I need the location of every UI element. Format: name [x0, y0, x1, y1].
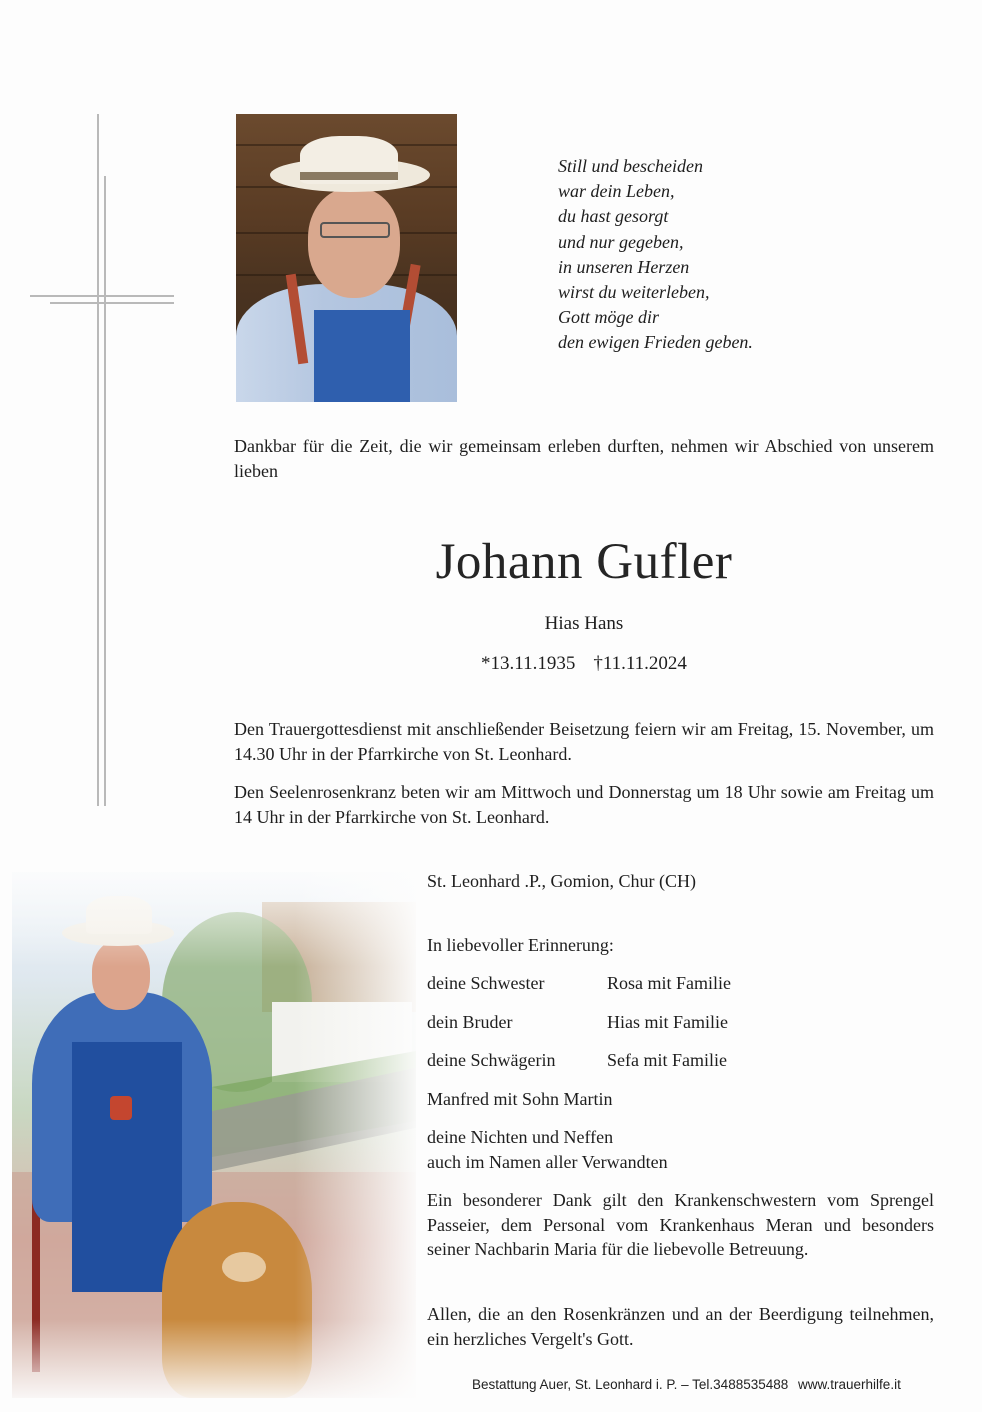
mourner-relation: deine Schwägerin — [427, 1050, 556, 1070]
poem-line: du hast gesorgt — [558, 206, 669, 227]
nieces-text: deine Nichten und Neffen — [427, 1127, 614, 1147]
rosary-text: Den Seelenrosenkranz beten wir am Mittwoch und Donnerstag um 18 Uhr sowie am Freitag um 14 Uhr in der Pfarrkirche von St. Leonhard. — [234, 782, 934, 827]
footer — [472, 1376, 901, 1394]
memory-heading: In liebevoller Erinnerung: — [427, 935, 614, 955]
mourners-list — [427, 971, 937, 1125]
life-dates — [234, 652, 934, 676]
cross-horizontal-bottom — [50, 302, 174, 304]
deceased-name: Johann Gufler — [435, 534, 733, 590]
poem-line: wirst du weiterleben, — [558, 282, 710, 303]
poem-line: Gott möge dir — [558, 307, 659, 328]
cross-vertical-right — [104, 176, 106, 806]
portrait-photo — [236, 114, 457, 402]
list-item — [427, 1087, 937, 1126]
poem-line: in unseren Herzen — [558, 256, 690, 277]
poem — [558, 154, 753, 356]
cross-horizontal-top — [30, 295, 174, 297]
relatives-text: auch im Namen aller Verwandten — [427, 1151, 668, 1172]
death-date: †11.11.2024 — [593, 653, 687, 674]
mourner-name: Sefa mit Familie — [607, 1050, 727, 1070]
poem-line: Still und bescheiden — [558, 156, 703, 176]
poem-line: war dein Leben, — [558, 181, 675, 202]
list-item — [427, 971, 937, 1010]
mourner-relation: deine Schwester — [427, 973, 545, 993]
mourner-name: Hias mit Familie — [607, 1011, 728, 1032]
nickname: Hias Hans — [544, 613, 624, 634]
mourner-relation: dein Bruder — [427, 1011, 513, 1032]
poem-line: und nur gegeben, — [558, 231, 684, 252]
mourner-name: Rosa mit Familie — [607, 973, 731, 993]
man-with-dog-photo — [12, 872, 416, 1398]
footer-website: www.trauerhilfe.it — [798, 1377, 901, 1392]
list-item — [427, 1048, 937, 1087]
footer-company: Bestattung Auer, St. Leonhard i. P. – Tel.3488535488 — [472, 1377, 789, 1392]
cross-vertical-left — [97, 114, 99, 806]
thanks-text: Ein besonderer Dank gilt den Krankenschwestern vom Sprengel Passeier, dem Personal vom Krankenhaus Meran und besonders seiner Nachbarin Maria für die liebevolle Betreuung. — [427, 1190, 934, 1259]
list-item — [427, 1010, 937, 1049]
funeral-service-text: Den Trauergottesdienst mit anschließender Beisetzung feiern wir am Freitag, 15. November, um 14.30 Uhr in der Pfarrkirche von St. Leonhard. — [234, 719, 934, 764]
poem-line: den ewigen Frieden geben. — [558, 332, 753, 353]
intro-text: Dankbar für die Zeit, die wir gemeinsam erleben durften, nehmen wir Abschied von unserem lieben — [234, 436, 934, 481]
mourner-relation: Manfred mit Sohn Martin — [427, 1088, 613, 1109]
nieces-block — [427, 1125, 668, 1174]
birth-date: *13.11.1935 — [481, 653, 576, 674]
closing-text: Allen, die an den Rosenkränzen und an der Beerdigung teilnehmen, ein herzliches Vergelt's Gott. — [427, 1304, 934, 1349]
place-names: St. Leonhard .P., Gomion, Chur (CH) — [427, 871, 696, 891]
